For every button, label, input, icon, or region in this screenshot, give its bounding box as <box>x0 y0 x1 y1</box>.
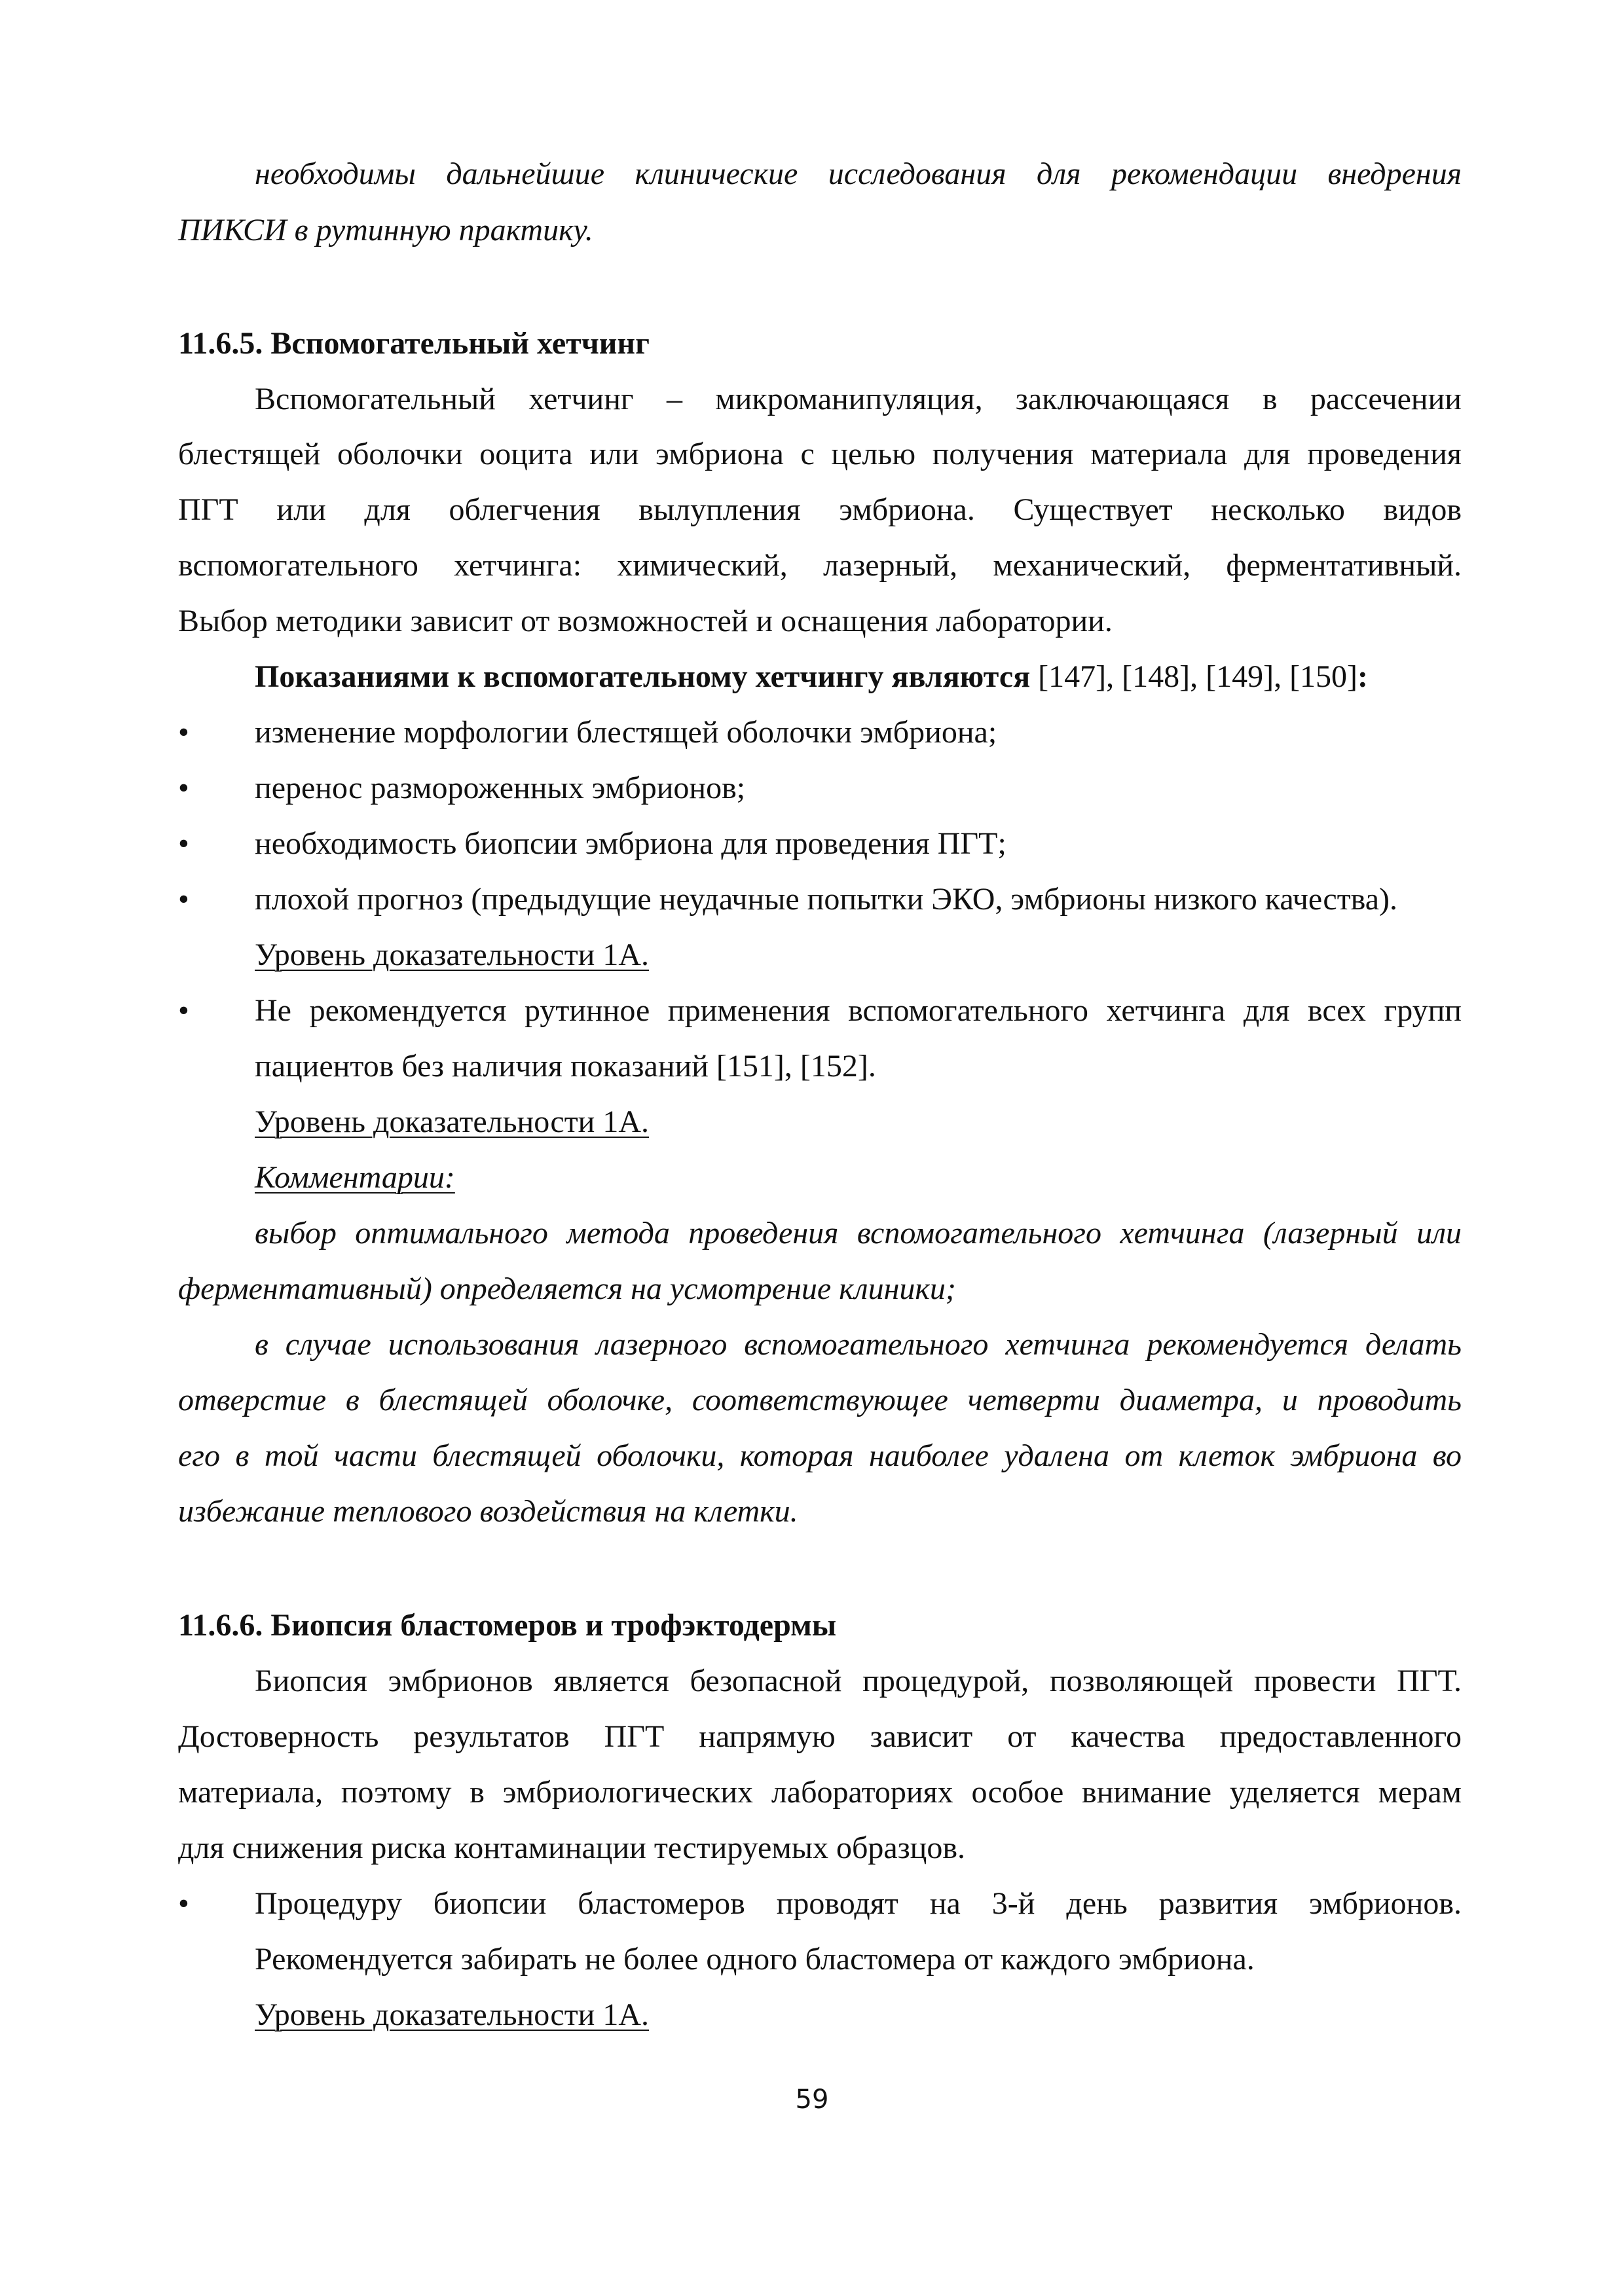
comments-label-text: Комментарии: <box>255 1160 455 1195</box>
comment-line: отверстие в блестящей оболочке, соответствующее четверти диаметра, и проводить <box>178 1383 1462 1417</box>
evidence-level-text: Уровень доказательности 1А. <box>255 1997 650 2032</box>
bullet-icon: • <box>178 826 189 861</box>
paragraph-line: Выбор методики зависит от возможностей и оснащения лаборатории. <box>178 604 1113 638</box>
paragraph-line: материала, поэтому в эмбриологических лабораториях особое внимание уделяется мерам <box>178 1775 1462 1810</box>
paragraph-line: Вспомогательный хетчинг – микроманипуляция, заключающаяся в рассечении <box>255 382 1462 416</box>
list-item-text: перенос размороженных эмбрионов; <box>255 771 746 805</box>
list-item-text-continued: Рекомендуется забирать не более одного бластомера от каждого эмбриона. <box>255 1942 1255 1977</box>
bullet-icon: • <box>178 771 189 805</box>
intro-line-1: необходимы дальнейшие клинические исследования для рекомендации внедрения <box>255 156 1462 191</box>
recommendation-item <box>178 991 1462 1030</box>
paragraph-line: блестящей оболочки ооцита или эмбриона с целью получения материала для проведения <box>178 437 1462 471</box>
list-item <box>178 1884 1462 1923</box>
bullet-icon: • <box>178 715 189 750</box>
evidence-level <box>178 1995 1462 2035</box>
list-item-text: плохой прогноз (предыдущие неудачные попытки ЭКО, эмбрионы низкого качества). <box>255 882 1397 917</box>
list-item-text: необходимость биопсии эмбриона для проведения ПГТ; <box>255 826 1006 861</box>
list-item-text: Процедуру биопсии бластомеров проводят на 3-й день развития эмбрионов. <box>255 1886 1462 1921</box>
comment-line: его в той части блестящей оболочки, которая наиболее удалена от клеток эмбриона во <box>178 1438 1462 1473</box>
recommendation-text: Не рекомендуется рутинное применения вспомогательного хетчинга для всех групп <box>255 993 1462 1028</box>
indications-line <box>178 657 1462 697</box>
list-item <box>178 713 1462 752</box>
section-heading-11-6-6: 11.6.6. Биопсия бластомеров и трофэктодермы <box>178 1608 837 1643</box>
evidence-level <box>178 1102 1462 1142</box>
comment-line: выбор оптимального метода проведения вспомогательного хетчинга (лазерный или <box>255 1216 1462 1250</box>
paragraph-line: ПГТ или для облегчения вылупления эмбриона. Существует несколько видов <box>178 492 1462 527</box>
comment-line: избежание теплового воздействия на клетки. <box>178 1494 798 1529</box>
section-heading-11-6-5: 11.6.5. Вспомогательный хетчинг <box>178 326 650 361</box>
paragraph-line: вспомогательного хетчинга: химический, лазерный, механический, ферментативный. <box>178 548 1462 583</box>
list-item <box>178 824 1462 864</box>
evidence-level-text: Уровень доказательности 1А. <box>255 1104 650 1139</box>
bullet-icon: • <box>178 993 189 1028</box>
indications-colon: : <box>1357 659 1369 694</box>
page-number: 59 <box>795 2085 829 2115</box>
list-item <box>178 880 1462 919</box>
comment-line: ферментативный) определяется на усмотрение клиники; <box>178 1271 956 1306</box>
paragraph-line: Достоверность результатов ПГТ напрямую зависит от качества предоставленного <box>178 1719 1462 1754</box>
comment-line: в случае использования лазерного вспомогательного хетчинга рекомендуется делать <box>255 1327 1462 1362</box>
recommendation-text-continued: пациентов без наличия показаний [151], [152]. <box>255 1049 876 1084</box>
indications-references: [147], [148], [149], [150] <box>1030 659 1358 694</box>
paragraph-line: для снижения риска контаминации тестируемых образцов. <box>178 1831 966 1865</box>
paragraph-line: Биопсия эмбрионов является безопасной процедурой, позволяющей провести ПГТ. <box>255 1664 1462 1698</box>
indications-label: Показаниями к вспомогательному хетчингу являются <box>255 659 1031 694</box>
comments-label <box>178 1158 1462 1197</box>
evidence-level-text: Уровень доказательности 1А. <box>255 938 650 972</box>
list-item-text: изменение морфологии блестящей оболочки эмбриона; <box>255 715 997 750</box>
evidence-level <box>178 936 1462 975</box>
bullet-icon: • <box>178 882 189 917</box>
intro-line-2: ПИКСИ в рутинную практику. <box>178 213 593 247</box>
bullet-icon: • <box>178 1886 189 1921</box>
list-item <box>178 769 1462 808</box>
